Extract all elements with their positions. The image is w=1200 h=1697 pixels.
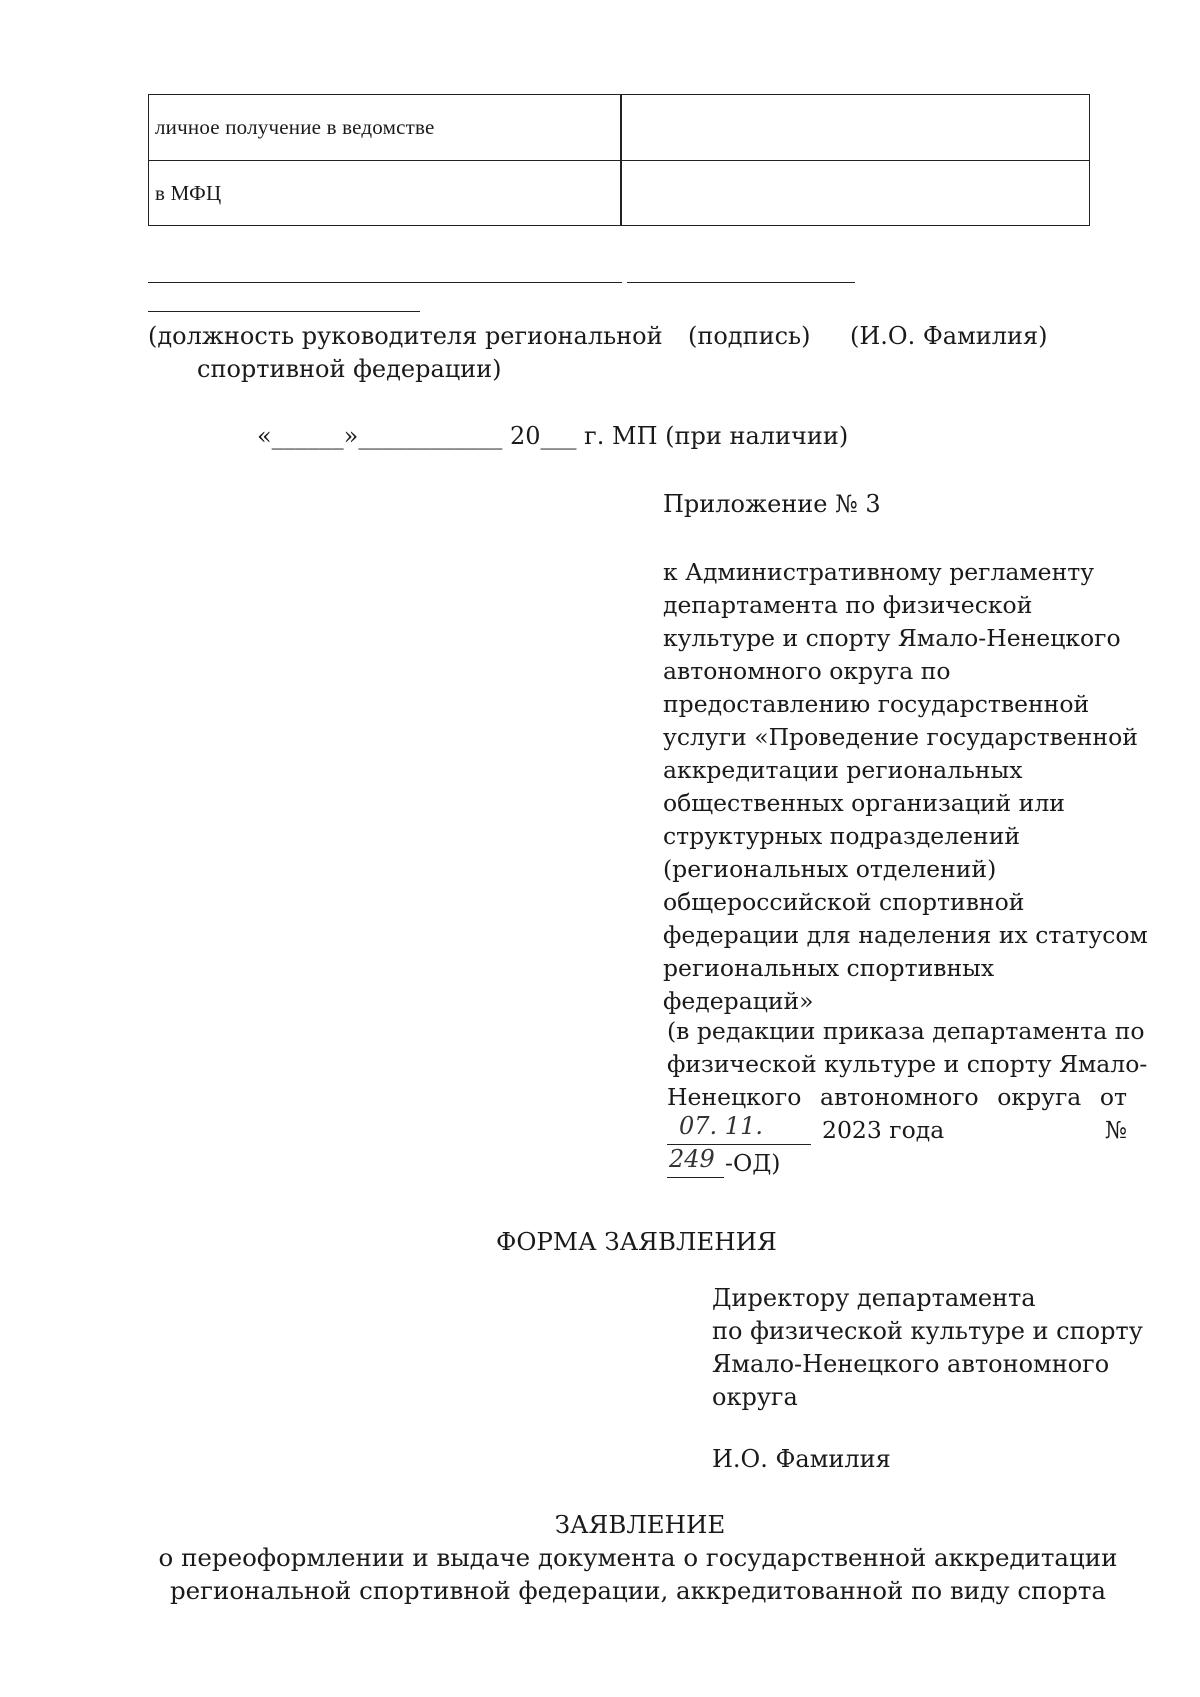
table-row [149, 95, 1089, 161]
statement-subtitle: региональной спортивной федерации, аккредитованной по виду спорта [169, 1576, 1106, 1605]
name-caption: (И.О. Фамилия) [850, 322, 1048, 350]
appendix-line: автономного округа по [663, 657, 951, 685]
table-cell-label: в МФЦ [155, 181, 222, 205]
table-row [149, 161, 1089, 227]
appendix-line: общероссийской спортивной [663, 888, 1025, 916]
signature-caption: (подпись) [688, 322, 811, 350]
edition-word: Ненецкого [667, 1083, 802, 1111]
addressee-line: округа [712, 1383, 798, 1411]
addressee-line: Ямало-Ненецкого автономного [712, 1350, 1110, 1378]
addressee-line: по физической культуре и спорту [712, 1317, 1143, 1345]
edition-word: от [1099, 1083, 1127, 1111]
handwritten-number: 249 [669, 1145, 715, 1173]
position-caption-continued: спортивной федерации) [197, 355, 502, 383]
delivery-method-table [148, 94, 1090, 226]
addressee-block [712, 1282, 1143, 1414]
form-title: ФОРМА ЗАЯВЛЕНИЯ [496, 1227, 777, 1256]
addressee-line: Директору департамента [712, 1284, 1036, 1312]
signature-line [627, 282, 855, 283]
appendix-description [663, 556, 1148, 1018]
edition-date-line [667, 1114, 1127, 1147]
appendix-line: структурных подразделений [663, 822, 1021, 850]
addressee-name: И.О. Фамилия [712, 1445, 891, 1473]
appendix-line: культуре и спорту Ямало-Ненецкого [663, 624, 1121, 652]
edition-suffix: -ОД) [725, 1149, 781, 1177]
appendix-title: Приложение № 3 [663, 490, 881, 518]
appendix-line: федераций» [663, 987, 814, 1015]
edition-line: (в редакции приказа департамента по [667, 1017, 1145, 1045]
appendix-line: предоставлению государственной [663, 690, 1090, 718]
appendix-line: департамента по физической [663, 591, 1033, 619]
edition-word: округа [997, 1083, 1082, 1111]
appendix-line: (региональных отделений) [663, 855, 997, 883]
edition-number-line [667, 1147, 1127, 1180]
appendix-line: аккредитации региональных [663, 756, 1023, 784]
appendix-line: региональных спортивных [663, 954, 995, 982]
edition-year: 2023 года [822, 1116, 945, 1144]
date-seal-line: «______»____________ 20___ г. МП (при наличии) [257, 422, 849, 450]
appendix-line: общественных организаций или [663, 789, 1065, 817]
appendix-line: услуги «Проведение государственной [663, 723, 1138, 751]
table-cell-label: личное получение в ведомстве [155, 115, 435, 139]
position-caption: (должность руководителя региональной [148, 322, 663, 350]
number-underline [667, 1177, 724, 1178]
edition-word: автономного [819, 1083, 979, 1111]
statement-subtitle: о переоформлении и выдаче документа о государственной аккредитации [158, 1543, 1118, 1572]
appendix-line: к Административному регламенту [663, 558, 1095, 586]
handwritten-date: 07. 11. [679, 1112, 763, 1140]
number-sign: № [1104, 1116, 1127, 1144]
appendix-line: федерации для наделения их статусом [663, 921, 1148, 949]
name-signature-line [148, 311, 420, 312]
position-signature-line [148, 282, 622, 283]
edition-line: физической культуре и спорту Ямало- [667, 1050, 1148, 1078]
statement-title: ЗАЯВЛЕНИЕ [554, 1510, 726, 1539]
edition-note [667, 1015, 1148, 1180]
